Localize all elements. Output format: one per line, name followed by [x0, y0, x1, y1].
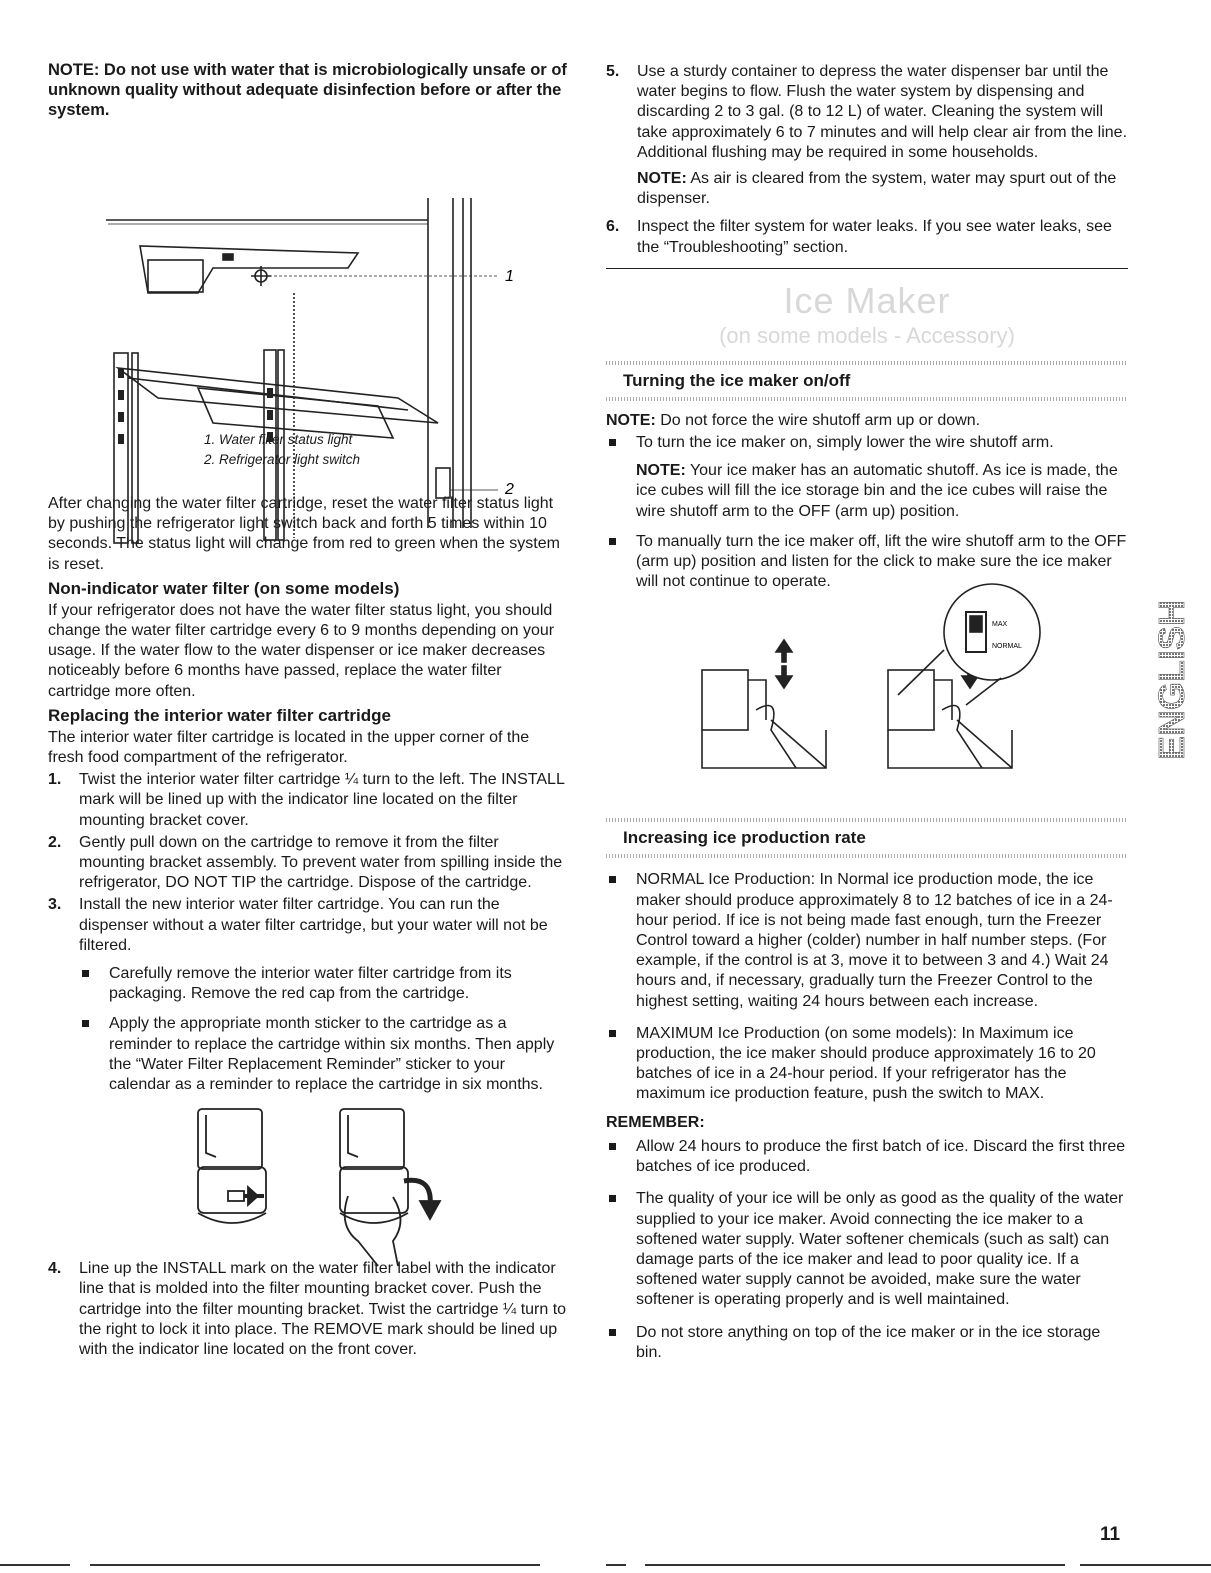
hatch-rule	[606, 854, 1128, 858]
hatch-rule	[606, 361, 1128, 365]
callout-2: 2	[505, 481, 514, 498]
page-number: 11	[1100, 1524, 1121, 1545]
step-5: 5. Use a sturdy container to depress the water dispenser bar until the water begins to flow. Flush the water system by dispensing and discarding 2 to 3 gal. (8 to 12 L) of water. Cleaning the system will take approximately 6 to 7 minutes and will help clear air from the line. Additional flushing may be required in some households.	[606, 63, 1128, 161]
step5-note: NOTE: As air is cleared from the system, water may spurt out of the dispenser.	[637, 170, 1117, 208]
increasing-bullet-1: NORMAL Ice Production: In Normal ice production mode, the ice maker should produce approximately 8 to 12 batches of ice in a 24-hour period. If ice is not being made fast enough, turn the Freezer Control toward a higher (colder) number in half number steps. (For example, if the control is at 3, move it to between 3 and 4.) Wait 24 hours and, if necessary, gradually turn the Freezer Control to the highest setting, waiting 24 hours between each increase.	[606, 870, 1128, 1011]
footer-rule	[0, 1564, 70, 1566]
step-4: 4. Line up the INSTALL mark on the water filter label with the indicator line that is molded into the filter mounting bracket cover. Push the cartridge into the filter mounting bracket. Twist the cartridge ¼ turn to the right to lock it into place. The REMOVE mark should be lined up with the indicator line located on the front cover.	[48, 1260, 567, 1359]
footer-rule	[606, 1564, 626, 1566]
step-1: 1. Twist the interior water filter cartridge ¼ turn to the left. The INSTALL mark will be lined up with the indicator line located on the filter mounting bracket cover.	[48, 771, 565, 829]
nonindicator-paragraph: If your refrigerator does not have the water filter status light, you should change the water filter cartridge every 6 to 9 months depending on your usage. If the water flow to the water dispenser or ice maker decreases noticeably before 6 months have passed, replace the water filter cartridge more often.	[48, 601, 555, 700]
hatch-rule	[606, 397, 1128, 401]
remember-heading: REMEMBER:	[606, 1113, 705, 1131]
remember-bullet-1: Allow 24 hours to produce the first batch of ice. Discard the first three batches of ice produced.	[606, 1137, 1128, 1177]
switch-normal-label: NORMAL	[992, 643, 1022, 651]
step-2: 2. Gently pull down on the cartridge to remove it from the filter mounting bracket assembly. To prevent water from spilling inside the refrigerator, DO NOT TIP the cartridge. Dispose of the cartridge.	[48, 833, 563, 892]
step3-bullet-2: Apply the appropriate month sticker to the cartridge as a reminder to replace the cartridge within six months. Then apply the “Water Filter Replacement Reminder” sticker to your calendar as a reminder to replace the cartridge in six months.	[79, 1014, 568, 1095]
section-subtitle: (on some models - Accessory)	[719, 322, 1015, 348]
side-tab-label: ENGLISH	[1151, 599, 1192, 760]
turning-note: NOTE: Do not force the wire shutoff arm up or down.	[606, 411, 981, 429]
footer-rule	[90, 1564, 540, 1566]
replacing-heading: Replacing the interior water filter cartridge	[48, 705, 391, 725]
reset-paragraph: After changing the water filter cartridge, reset the water filter status light by pushing the refrigerator light switch back and forth 5 times within 10 seconds. The status light will change from red to green when the system is reset.	[48, 495, 560, 573]
turning-heading: Turning the ice maker on/off	[623, 370, 851, 390]
step-3: 3. Install the new interior water filter cartridge. You can run the dispenser without a water filter cartridge, but your water will not be filtered.	[48, 896, 548, 954]
ice-maker-switch-illustration	[606, 600, 1128, 800]
caption-status-light: 1. Water filter status light	[204, 432, 353, 447]
increasing-bullet-2: MAXIMUM Ice Production (on some models): In Maximum ice production, the ice maker should produce approximately 16 to 20 batches of ice in a 24-hour period. If your refrigerator has the maximum ice production feature, push the switch to MAX.	[606, 1024, 1128, 1105]
turning-bullet-1: To turn the ice maker on, simply lower the wire shutoff arm.	[606, 433, 1128, 453]
language-side-tab	[1150, 565, 1192, 765]
remember-bullet-2: The quality of your ice will be only as good as the quality of the water supplied to your ice maker. Avoid connecting the ice maker to a softened water supply. Water softener chemicals (such as salt) can damage parts of the ice maker and lead to poor quality ice. If a softened water supply cannot be avoided, make sure the water softener is operating properly and is well maintained.	[606, 1189, 1128, 1310]
section-divider	[606, 268, 1128, 269]
footer-rule	[1080, 1564, 1211, 1566]
caption-light-switch: 2. Refrigerator light switch	[204, 452, 361, 467]
step-6: 6. Inspect the filter system for water leaks. If you see water leaks, see the “Troubleshooting” section.	[606, 218, 1112, 256]
increasing-heading: Increasing ice production rate	[623, 828, 866, 848]
replacing-paragraph: The interior water filter cartridge is located in the upper corner of the fresh food compartment of the refrigerator.	[48, 728, 530, 767]
footer-rule	[645, 1564, 1065, 1566]
nonindicator-heading: Non-indicator water filter (on some models)	[48, 578, 400, 598]
hatch-rule	[606, 818, 1128, 822]
remember-bullet-3: Do not store anything on top of the ice maker or in the ice storage bin.	[606, 1323, 1128, 1363]
right-column	[606, 60, 1128, 1363]
callout-1: 1	[505, 268, 514, 285]
turning-bullet-2: To manually turn the ice maker off, lift the wire shutoff arm to the OFF (arm up) position and listen for the click to make sure the ice maker will not continue to operate.	[606, 532, 1128, 593]
figure-filter-light	[48, 128, 568, 498]
left-column	[48, 60, 568, 1360]
step3-bullet-1: Carefully remove the interior water filter cartridge from its packaging. Remove the red cap from the cartridge.	[79, 964, 568, 1004]
cartridge-install-illustration	[48, 1101, 568, 1261]
section-title: Ice Maker	[783, 279, 951, 321]
safety-note: NOTE: Do not use with water that is microbiologically unsafe or of unknown quality without adequate disinfection before or after the system.	[48, 61, 567, 119]
turning-bullet-1-note: NOTE: Your ice maker has an automatic shutoff. As ice is made, the ice cubes will fill the ice storage bin and the ice cubes will raise the wire shutoff arm to the OFF (arm up) position.	[636, 462, 1118, 520]
switch-max-label: MAX	[992, 621, 1008, 629]
